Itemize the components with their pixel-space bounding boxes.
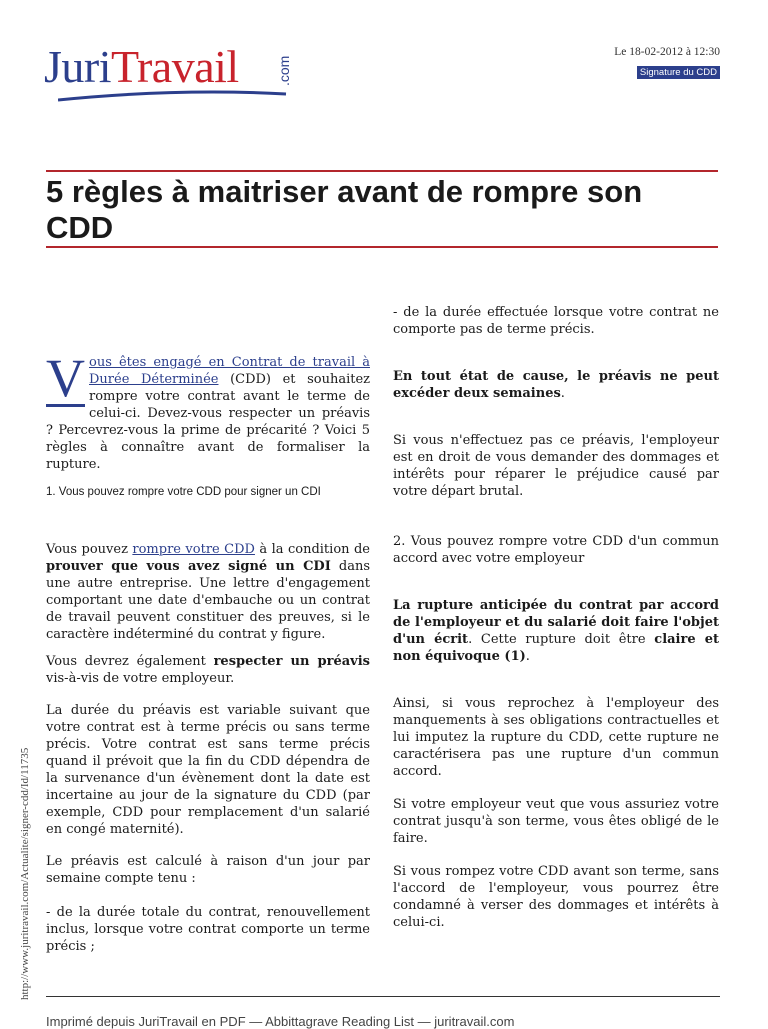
dropcap: V	[46, 348, 85, 408]
right-column	[393, 304, 719, 931]
publish-date: Le 18-02-2012 à 12:30	[614, 46, 720, 58]
paragraph-r1: - de la durée effectuée lorsque votre contrat ne comporte pas de terme précis.	[393, 305, 719, 337]
intro-paragraph: V ous êtes engagé en Contrat de travail à Durée Déterminée (CDD) et souhaitez rompre votre contrat avant le terme de celui-ci. Devez-vous respecter un préavis ? Percevrez-vous la prime de précarité ? Voici 5 règles à connaître avant de formaliser la rupture.	[46, 348, 371, 472]
left-column	[46, 348, 371, 955]
paragraph-r6: Si votre employeur veut que vous assuriez votre contrat jusqu'à son terme, vous êtes obligé de le faire.	[393, 797, 719, 846]
footer-rule	[46, 996, 720, 997]
subheading-2: 2. Vous pouvez rompre votre CDD d'un commun accord avec votre employeur	[393, 534, 719, 566]
logo-swoosh-icon	[58, 90, 288, 102]
paragraph-3: La durée du préavis est variable suivant que votre contrat est à terme précis ou sans terme précis. Votre contrat est sans terme précis quand il prévoit que la fin du CDD dépendra de la survenance d'un évènement dont la date est incertaine au jour de la signature du CDD (par exemple, CDD pour remplacement d'un salarié en congé maternité).	[46, 703, 370, 837]
juritravail-logo[interactable]	[44, 40, 304, 110]
article-title: 5 règles à maitriser avant de rompre son CDD	[46, 174, 643, 245]
paragraph-r2: En tout état de cause, le préavis ne peut excéder deux semaines.	[393, 369, 719, 401]
paragraph-5: - de la durée totale du contrat, renouvellement inclus, lorsque votre contrat comporte un terme précis ;	[46, 905, 370, 954]
footer-text: Imprimé depuis JuriTravail en PDF — Abbittagrave Reading List — juritravail.com	[46, 1014, 515, 1029]
article-meta	[614, 46, 720, 79]
logo-com: .com	[276, 55, 292, 86]
paragraph-r7: Si vous rompez votre CDD avant son terme, sans l'accord de l'employeur, vous pourrez être condamné à verser des dommages et intérêts à celui-ci.	[393, 864, 719, 930]
logo-wordmark: JuriTravail	[44, 41, 239, 92]
link-rompre-cdd[interactable]: rompre votre CDD	[132, 542, 255, 557]
paragraph-r4: La rupture anticipée du contrat par accord de l'employeur et du salarié doit faire l'objet d'un écrit. Cette rupture doit être claire et non équivoque (1).	[393, 598, 719, 664]
subheading-1: 1. Vous pouvez rompre votre CDD pour signer un CDI	[46, 486, 321, 498]
paragraph-1: Vous pouvez rompre votre CDD à la condition de prouver que vous avez signé un CDI dans une autre entreprise. Une lettre d'engagement comportant une date d'embauche ou un contrat de travail peuvent constituer des preuves, si le caractère indéterminé du contrat y figure.	[46, 542, 370, 642]
paragraph-r5: Ainsi, si vous reprochez à l'employeur des manquements à ses obligations contractuelles et lui imputez la rupture du CDD, cette rupture ne caractérisera pas une rupture d'un commun accord.	[393, 696, 719, 779]
category-tag[interactable]: Signature du CDD	[637, 66, 720, 79]
title-rule-top	[46, 170, 718, 172]
paragraph-4: Le préavis est calculé à raison d'un jour par semaine compte tenu :	[46, 854, 370, 886]
paragraph-r3: Si vous n'effectuez pas ce préavis, l'employeur est en droit de vous demander des dommages et intérêts pour réparer le préjudice causé par votre départ brutal.	[393, 433, 719, 499]
paragraph-2: Vous devrez également respecter un préavis vis-à-vis de votre employeur.	[46, 654, 370, 686]
link-cdd-contract[interactable]: ous êtes engagé en Contrat de travail à Durée Déterminée	[89, 355, 370, 387]
title-rule-bottom	[46, 246, 718, 248]
source-url[interactable]: http://www.juritravail.com/Actualite/signer-cdd/Id/11735	[19, 747, 31, 1000]
